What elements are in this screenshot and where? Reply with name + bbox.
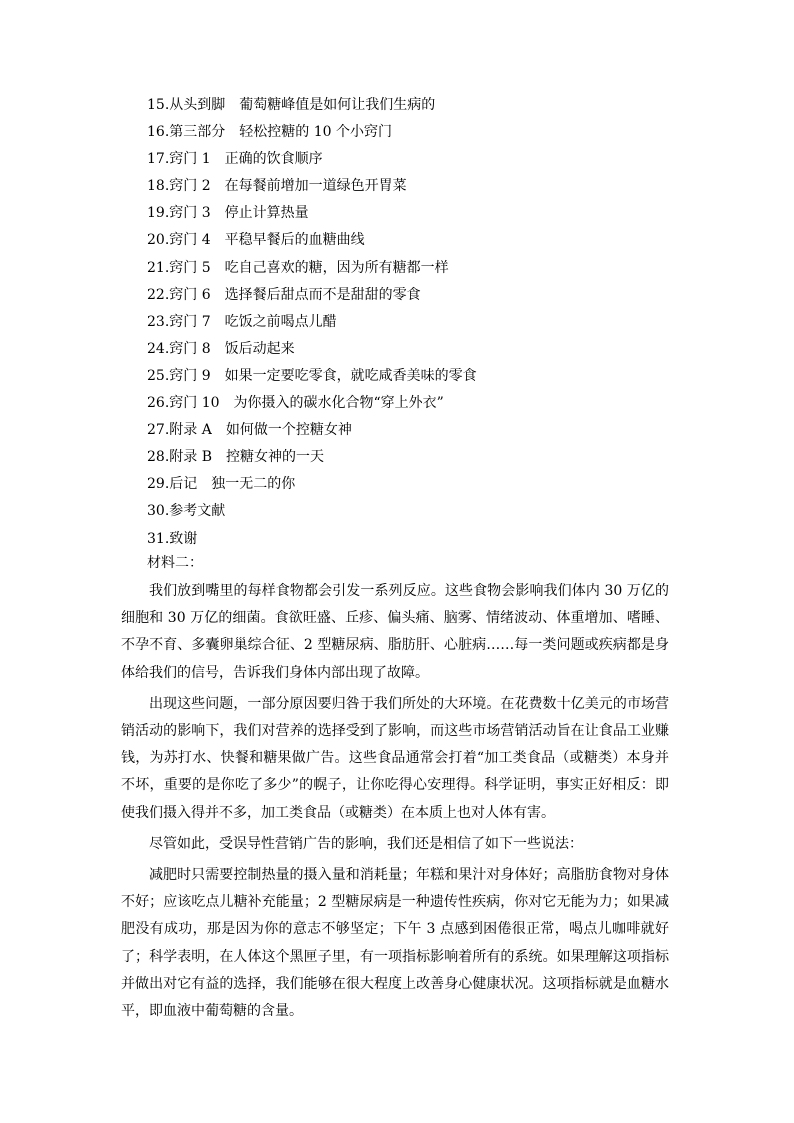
toc-entry: 22.窍门 6 选择餐后甜点而不是甜甜的零食 (147, 286, 421, 303)
toc-entry: 20.窍门 4 平稳早餐后的血糖曲线 (147, 232, 365, 249)
toc-entry: 17.窍门 1 正确的饮食顺序 (147, 151, 323, 168)
table-of-contents (147, 92, 667, 553)
toc-entry: 29.后记 独一无二的你 (147, 476, 296, 493)
toc-entry: 28.附录 B 控糖女神的一天 (147, 449, 325, 466)
toc-entry: 30.参考文献 (147, 503, 226, 520)
toc-entry: 24.窍门 8 饭后动起来 (147, 340, 295, 357)
toc-entry: 19.窍门 3 停止计算热量 (147, 205, 309, 222)
material-body (121, 578, 669, 1029)
toc-entry: 23.窍门 7 吃饭之前喝点儿醋 (147, 313, 337, 330)
toc-entry: 31.致谢 (147, 530, 198, 547)
toc-entry: 16.第三部分 轻松控糖的 10 个小窍门 (147, 124, 392, 141)
paragraph: 出现这些问题，一部分原因要归咎于我们所处的大环境。在花费数十亿美元的市场营销活动的影响下，我们对营养的选择受到了影响，而这些市场营销活动旨在让食品工业赚钱，为苏打水、快餐和糖果做广告。这些食品通常会打着“加工类食品（或糖类）本身并不坏，重要的是你吃了多少”的幌子，让你吃得心安理得。科学证明，事实正好相反：即使我们摄入得并不多，加工类食品（或糖类）在本质上也对人体有害。 (121, 695, 669, 821)
toc-entry: 25.窍门 9 如果一定要吃零食，就吃咸香美味的零食 (147, 367, 477, 384)
toc-entry: 26.窍门 10 为你摄入的碳水化合物“穿上外衣” (147, 395, 444, 412)
paragraph: 尽管如此，受误导性营销广告的影响，我们还是相信了如下一些说法： (149, 835, 583, 852)
material-heading: 材料二： (147, 555, 203, 571)
paragraph: 我们放到嘴里的每样食物都会引发一系列反应。这些食物会影响我们体内 30 万亿的细胞和 30 万亿的细菌。食欲旺盛、丘疹、偏头痛、脑雾、情绪波动、体重增加、嗜睡、不孕不育、多囊卵巢综合征、2 型糖尿病、脂肪肝、心脏病……每一类问题或疾病都是身体给我们的信号，告诉我们身体内部出现了故障。 (121, 583, 669, 681)
paragraph: 减肥时只需要控制热量的摄入量和消耗量；年糕和果汁对身体好；高脂肪食物对身体不好；应该吃点儿糖补充能量；2 型糖尿病是一种遗传性疾病，你对它无能为力；如果减肥没有成功，那是因为你的意志不够坚定；下午 3 点感到困倦很正常，喝点儿咖啡就好了；科学表明，在人体这个黑匣子里，有一项指标影响着所有的系统。如果理解这项指标并做出对它有益的选择，我们能够在很大程度上改善身心健康状况。这项指标就是血糖水平，即血液中葡萄糖的含量。 (121, 867, 669, 1020)
toc-entry: 21.窍门 5 吃自己喜欢的糖，因为所有糖都一样 (147, 259, 449, 276)
toc-entry: 27.附录 A 如何做一个控糖女神 (147, 422, 352, 439)
toc-entry: 18.窍门 2 在每餐前增加一道绿色开胃菜 (147, 178, 407, 195)
toc-entry: 15.从头到脚 葡萄糖峰值是如何让我们生病的 (147, 97, 436, 113)
